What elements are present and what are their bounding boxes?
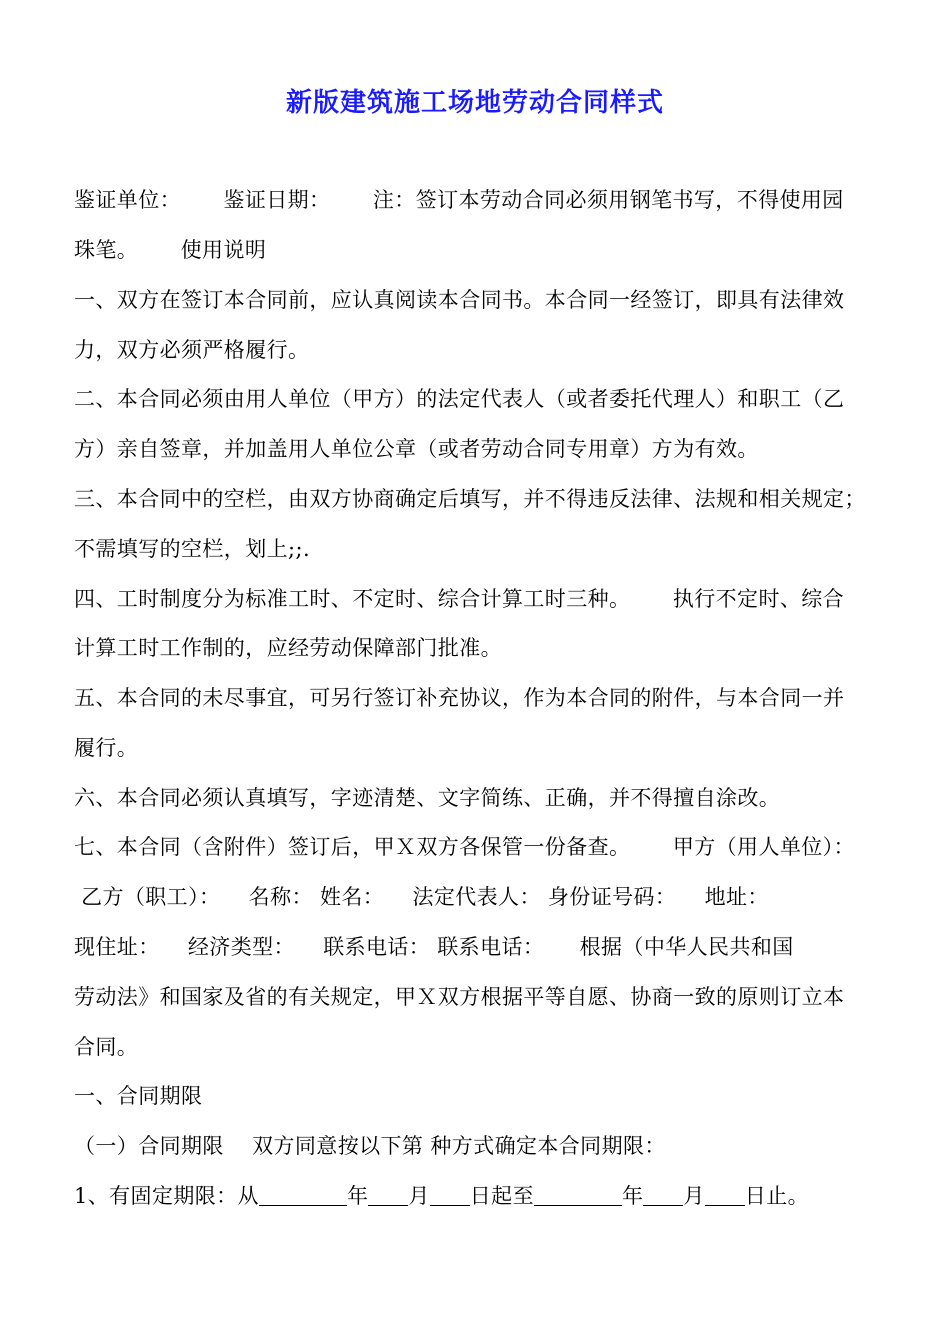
paragraph-line: 计算工时工作制的，应经劳动保障部门批准。 (74, 636, 502, 660)
paragraph-line: 六、本合同必须认真填写，字迹清楚、文字简练、正确，并不得擅自涂改。 (74, 786, 781, 810)
paragraph-line: 一、双方在签订本合同前，应认真阅读本合同书。本合同一经签订，即具有法律效 (74, 288, 845, 312)
end-month-blank[interactable] (643, 1185, 683, 1206)
paragraph-line: （一）合同期限 双方同意按以下第 种方式确定本合同期限： (74, 1134, 666, 1158)
paragraph-line: 方）亲自签章，并加盖用人单位公章（或者劳动合同专用章）方为有效。 (74, 437, 759, 461)
year-label: 年 (346, 1184, 369, 1208)
paragraph-line: 履行。 (74, 736, 139, 760)
day-to-label: 日止。 (744, 1184, 809, 1208)
start-year-blank[interactable] (259, 1185, 347, 1206)
start-month-blank[interactable] (368, 1185, 408, 1206)
paragraph-line: 不需填写的空栏，划上;;. (74, 537, 311, 561)
paragraph-line: 劳动法》和国家及省的有关规定，甲Ｘ双方根据平等自愿、协商一致的原则订立本 (74, 985, 845, 1009)
paragraph-line: 鉴证单位： 鉴证日期： 注：签订本劳动合同必须用钢笔书写，不得使用园 (74, 188, 844, 212)
paragraph-line: 珠笔。 使用说明 (74, 238, 267, 262)
paragraph-line: 合同。 (74, 1035, 139, 1059)
document-title: 新版建筑施工场地劳动合同样式 (285, 88, 664, 118)
end-day-blank[interactable] (705, 1185, 745, 1206)
section-heading: 一、合同期限 (74, 1084, 203, 1108)
month-label: 月 (683, 1184, 705, 1208)
month-label: 月 (408, 1184, 430, 1208)
fixed-term-label: 1、有固定期限：从 (74, 1184, 259, 1208)
day-from-label: 日起至 (469, 1184, 534, 1208)
paragraph-line: 现住址： 经济类型： 联系电话： 联系电话： 根据（中华人民共和国 (74, 935, 794, 959)
paragraph-line: 五、本合同的未尽事宜，可另行签订补充协议，作为本合同的附件，与本合同一并 (74, 686, 845, 710)
end-year-blank[interactable] (534, 1185, 622, 1206)
fixed-term-line (74, 1183, 809, 1209)
year-label: 年 (621, 1184, 644, 1208)
start-day-blank[interactable] (430, 1185, 470, 1206)
paragraph-line: 乙方（职工）： 名称： 姓名： 法定代表人： 身份证号码： 地址： (74, 885, 769, 909)
paragraph-line: 二、本合同必须由用人单位（甲方）的法定代表人（或者委托代理人）和职工（乙 (74, 387, 845, 411)
paragraph-line: 七、本合同（含附件）签订后，甲Ｘ双方各保管一份备查。 甲方（用人单位）： (74, 835, 855, 859)
paragraph-line: 四、工时制度分为标准工时、不定时、综合计算工时三种。 执行不定时、综合 (74, 587, 845, 611)
paragraph-line: 三、本合同中的空栏，由双方协商确定后填写，并不得违反法律、法规和相关规定； (74, 487, 866, 511)
paragraph-line: 力，双方必须严格履行。 (74, 338, 310, 362)
